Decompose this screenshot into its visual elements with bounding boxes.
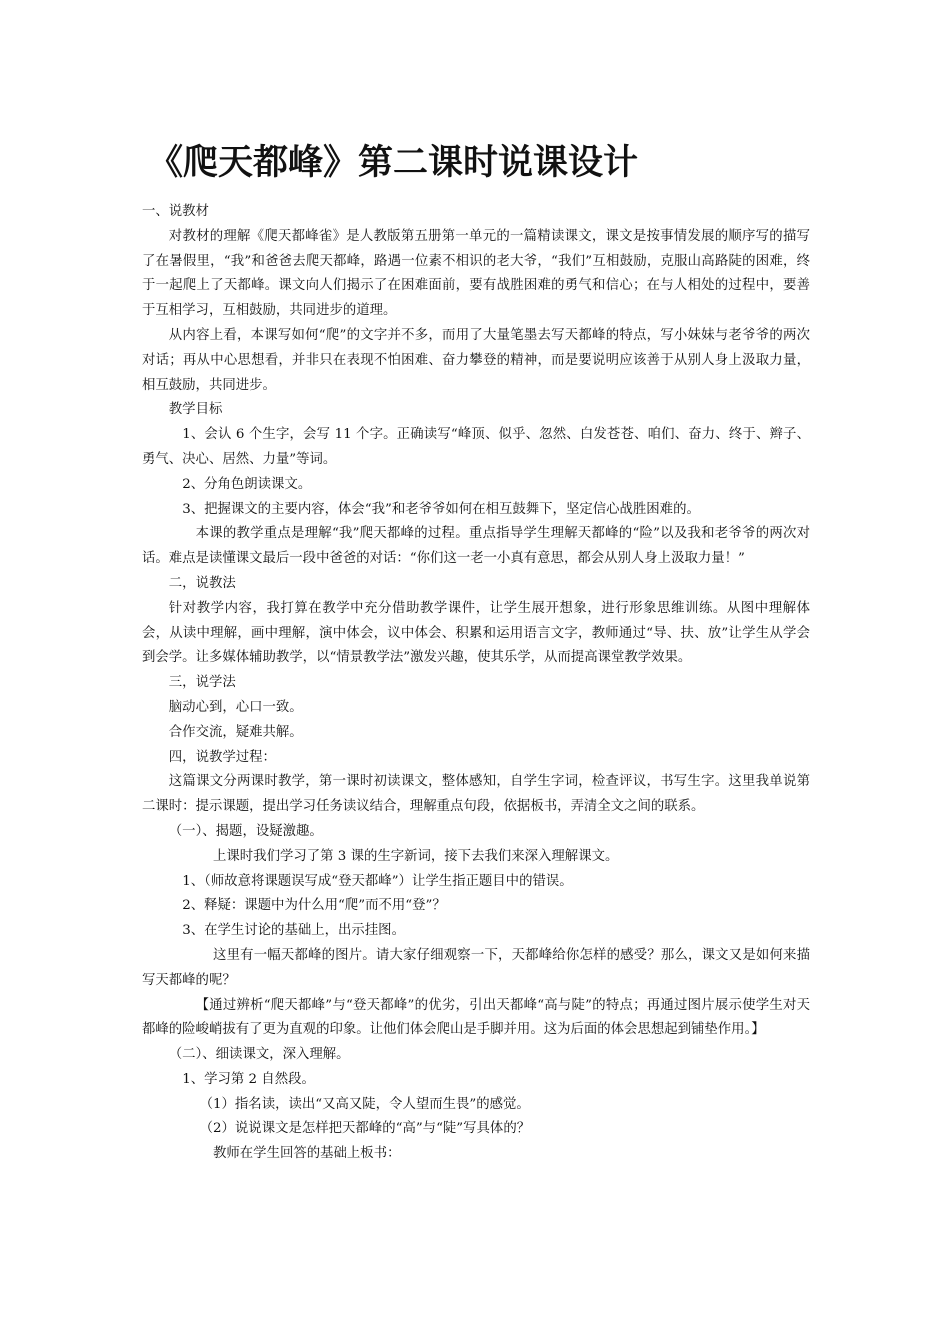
paragraph: 教师在学生回答的基础上板书： <box>213 1146 401 1162</box>
paragraph: 脑动心到，心口一致。 <box>168 699 303 715</box>
list-item: 2、释疑：课题中为什么用“爬”而不用“登”？ <box>182 898 446 914</box>
list-item: （1）指名读，读出“又高又陡，令人望而生畏”的感觉。 <box>199 1096 530 1112</box>
list-item: （2）说说课文是怎样把天都峰的“高”与“陡”写具体的？ <box>199 1121 531 1137</box>
subheading: （一）、揭题，设疑激趣。 <box>168 823 323 839</box>
paragraph: 本课的教学重点是理解“我”爬天都峰的过程。重点指导学生理解天都峰的“险”以及我和老爷爷的两次对话。难点是读懂课文最后一段中爸爸的对话：“你们这一老一小真有意思，都会从别人身上汲取力量！” <box>142 526 810 567</box>
list-item: 1、会认 6 个生字，会写 11 个字。正确读写“峰顶、似乎、忽然、白发苍苍、咱们、奋力、终于、辫子、勇气、决心、居然、力量”等词。 <box>142 427 810 467</box>
document-body <box>142 200 810 1167</box>
document-title: 《爬天都峰》第二课时说课设计 <box>148 142 639 183</box>
subheading: 教学目标 <box>168 402 223 418</box>
section-heading: 四，说教学过程： <box>168 749 276 765</box>
paragraph: 这篇课文分两课时教学，第一课时初读课文，整体感知，自学生字词，检查评议，书写生字。这里我单说第二课时：提示课题，提出学习任务读议结合，理解重点句段，依据板书，弄清全文之间的联系。 <box>142 774 810 815</box>
list-item: 3、在学生讨论的基础上，出示挂图。 <box>182 923 405 939</box>
paragraph: 对教材的理解《爬天都峰雀》是人教版第五册第一单元的一篇精读课文，课文是按事情发展的顺序写的描写了在暑假里，“我”和爸爸去爬天都峰，路遇一位素不相识的老大爷，“我们”互相鼓励，克服山高路陡的困难，终于一起爬上了天都峰。课文向人们揭示了在困难面前，要有战胜困难的勇气和信心；在与人相处的过程中，要善于互相学习，互相鼓励，共同进步的道理。 <box>142 228 810 319</box>
paragraph: 这里有一幅天都峰的图片。请大家仔细观察一下，天都峰给你怎样的感受？那么，课文又是如何来描写天都峰的呢？ <box>142 947 810 988</box>
section-heading: 二，说教法 <box>168 575 236 591</box>
list-item: 1、学习第 2 自然段。 <box>182 1071 315 1087</box>
annotation-paragraph: 【通过辨析“爬天都峰”与“登天都峰”的优劣，引出天都峰“高与陡”的特点；再通过图片展示使学生对天都峰的险峻峭拔有了更为直观的印象。让他们体会爬山是手脚并用。这为后面的体会思想起到铺垫作用。】 <box>142 997 810 1038</box>
section-heading: 一、说教材 <box>142 204 209 219</box>
paragraph: 合作交流，疑难共解。 <box>168 724 303 740</box>
paragraph: 针对教学内容，我打算在教学中充分借助教学课件，让学生展开想象，进行形象思维训练。从图中理解体会，从读中理解，画中理解，演中体会，议中体会、积累和运用语言文字，教师通过“导、扶、放”让学生从学会到会学。让多媒体辅助教学，以“情景教学法”激发兴趣，使其乐学，从而提高课堂教学效果。 <box>142 600 810 666</box>
paragraph: 从内容上看，本课写如何“爬”的文字并不多，而用了大量笔墨去写天都峰的特点，写小妹妹与老爷爷的两次对话；再从中心思想看，并非只在表现不怕困难、奋力攀登的精神，而是要说明应该善于从别人身上汲取力量，相互鼓励，共同进步。 <box>142 327 810 393</box>
section-heading: 三，说学法 <box>168 675 236 691</box>
subheading: （二）、细读课文，深入理解。 <box>168 1047 350 1063</box>
list-item: 2、分角色朗读课文。 <box>182 476 312 492</box>
paragraph: 上课时我们学习了第 3 课的生字新词，接下去我们来深入理解课文。 <box>213 848 619 864</box>
list-item: 1、（师故意将课题误写成“登天都峰”）让学生指正题目中的错误。 <box>182 873 573 889</box>
list-item: 3、把握课文的主要内容，体会“我”和老爷爷如何在相互鼓舞下，坚定信心战胜困难的。 <box>182 501 700 517</box>
